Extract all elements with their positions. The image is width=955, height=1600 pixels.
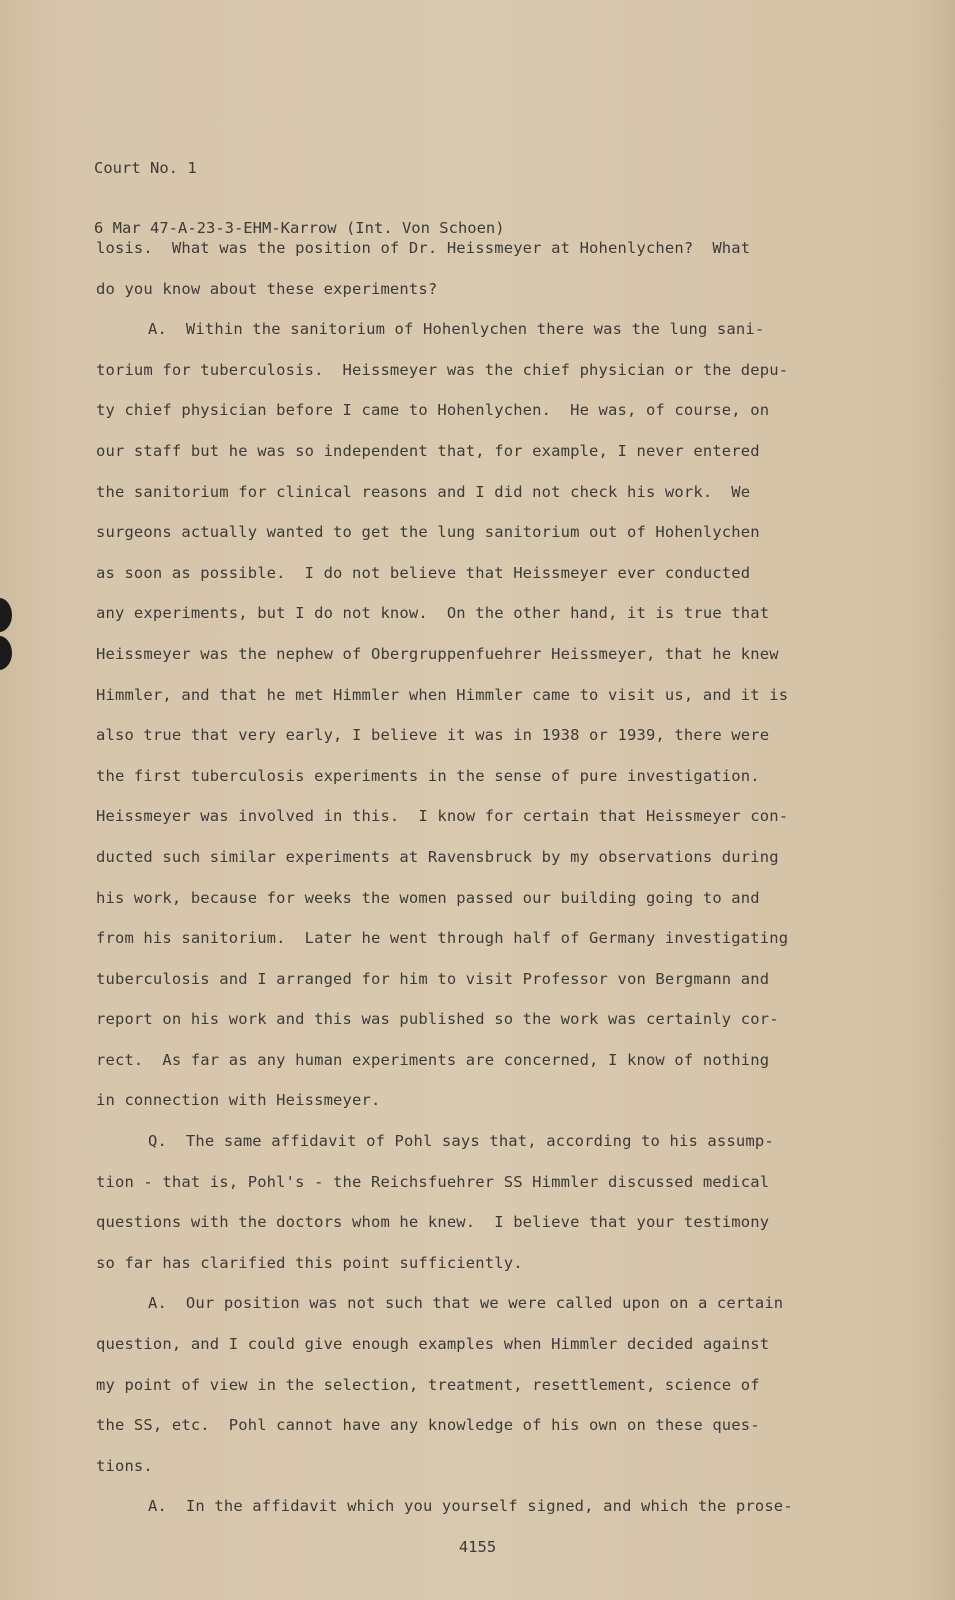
text-line: ducted such similar experiments at Ravensbruck by my observations during bbox=[96, 847, 779, 866]
text-line: tuberculosis and I arranged for him to visit Professor von Bergmann and bbox=[96, 969, 770, 988]
text-line: A. Within the sanitorium of Hohenlychen there was the lung sani- bbox=[148, 320, 765, 339]
text-line: rect. As far as any human experiments are concerned, I know of nothing bbox=[96, 1050, 770, 1069]
text-line: in connection with Heissmeyer. bbox=[96, 1091, 381, 1110]
text-line: as soon as possible. I do not believe that Heissmeyer ever conducted bbox=[96, 563, 751, 582]
text-line: Heissmeyer was the nephew of Obergruppenfuehrer Heissmeyer, that he knew bbox=[96, 644, 779, 663]
text-line: Heissmeyer was involved in this. I know for certain that Heissmeyer con- bbox=[96, 807, 789, 826]
text-line: do you know about these experiments? bbox=[96, 279, 438, 298]
session-label: 6 Mar 47-A-23-3-EHM-Karrow (Int. Von Schoen) bbox=[94, 219, 505, 237]
text-line: A. In the affidavit which you yourself signed, and which the prose- bbox=[148, 1497, 793, 1516]
text-line: our staff but he was so independent that, for example, I never entered bbox=[96, 441, 760, 460]
text-line: the sanitorium for clinical reasons and I did not check his work. We bbox=[96, 482, 751, 501]
text-line: the first tuberculosis experiments in the sense of pure investigation. bbox=[96, 766, 760, 785]
text-line: questions with the doctors whom he knew. I believe that your testimony bbox=[96, 1213, 770, 1232]
text-line: any experiments, but I do not know. On the other hand, it is true that bbox=[96, 604, 770, 623]
text-line: A. Our position was not such that we were called upon on a certain bbox=[148, 1294, 784, 1313]
text-line: also true that very early, I believe it was in 1938 or 1939, there were bbox=[96, 726, 770, 745]
text-line: the SS, etc. Pohl cannot have any knowledge of his own on these ques- bbox=[96, 1416, 760, 1435]
text-line: tions. bbox=[96, 1456, 153, 1475]
text-line: Q. The same affidavit of Pohl says that, according to his assump- bbox=[148, 1132, 774, 1151]
text-line: surgeons actually wanted to get the lung sanitorium out of Hohenlychen bbox=[96, 523, 760, 542]
text-line: so far has clarified this point sufficiently. bbox=[96, 1253, 523, 1272]
text-line: tion - that is, Pohl's - the Reichsfuehrer SS Himmler discussed medical bbox=[96, 1172, 770, 1191]
text-line: torium for tuberculosis. Heissmeyer was the chief physician or the depu- bbox=[96, 360, 789, 379]
page-number: 4155 bbox=[458, 1538, 497, 1556]
punch-hole-bottom bbox=[0, 636, 12, 670]
text-line: report on his work and this was published so the work was certainly cor- bbox=[96, 1010, 779, 1029]
court-label: Court No. 1 bbox=[94, 159, 197, 177]
text-line: from his sanitorium. Later he went through half of Germany investigating bbox=[96, 929, 789, 948]
text-line: Himmler, and that he met Himmler when Himmler came to visit us, and it is bbox=[96, 685, 789, 704]
punch-hole-top bbox=[0, 598, 12, 632]
text-line: his work, because for weeks the women passed our building going to and bbox=[96, 888, 760, 907]
text-line: question, and I could give enough examples when Himmler decided against bbox=[96, 1335, 770, 1354]
text-line: ty chief physician before I came to Hohenlychen. He was, of course, on bbox=[96, 401, 770, 420]
text-line: losis. What was the position of Dr. Heissmeyer at Hohenlychen? What bbox=[96, 239, 751, 257]
text-line: my point of view in the selection, treatment, resettlement, science of bbox=[96, 1375, 760, 1394]
transcript-body bbox=[96, 238, 856, 1537]
